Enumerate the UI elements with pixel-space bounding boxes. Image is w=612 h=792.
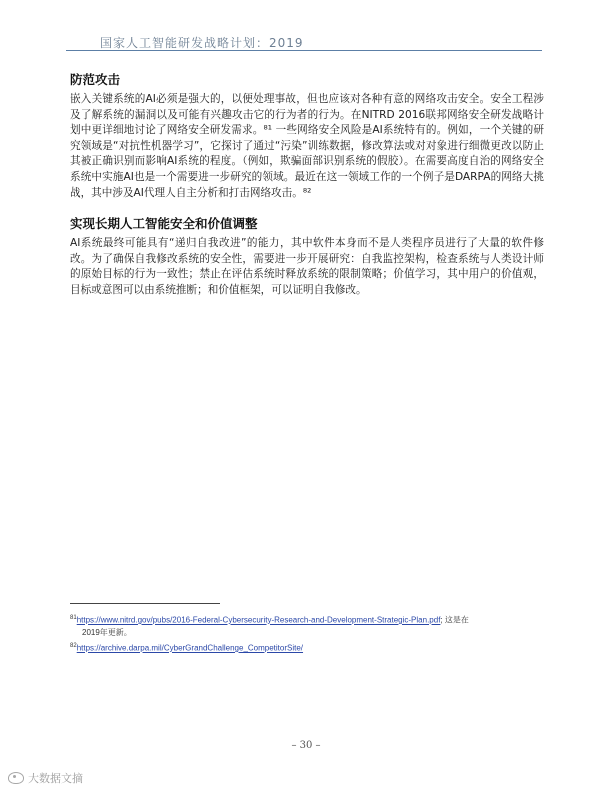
footnote-82 (70, 640, 540, 655)
watermark (8, 770, 83, 786)
header-divider (66, 50, 542, 51)
footnote-marker: 82 (70, 643, 77, 649)
page-number: – 30 – (291, 740, 321, 751)
weibo-logo-icon (8, 772, 24, 784)
footnote-81 (70, 612, 540, 639)
footnote-note: ; 这是在 (440, 615, 469, 625)
footnote-note-continued: 2019年更新。 (82, 627, 132, 637)
footnote-link-nitrd[interactable]: https://www.nitrd.gov/pubs/2016-Federal-Cybersecurity-Research-and-Development-Strategic-Plan.pdf (76, 615, 441, 625)
watermark-text: 大数据文摘 (28, 772, 83, 785)
section-paragraph-long-term-safety: AI系统最终可能具有“递归自我改进”的能力，其中软件本身而不是人类程序员进行了大量的软件修改。为了确保自我修改系统的安全性，需要进一步开展研究：自我监控架构，检查系统与人类设计师的原始目标的行为一致性；禁止在评估系统时释放系统的限制策略；价值学习，其中用户的价值观，目标或意图可以由系统推断；和价值框架，可以证明自我修改。 (70, 237, 544, 296)
footnote-divider (70, 603, 220, 604)
running-header-title: 国家人工智能研发战略计划：2019 (100, 36, 304, 50)
section-paragraph-defense: 嵌入关键系统的AI必须是强大的，以便处理事故，但也应该对各种有意的网络攻击安全。安全工程涉及了解系统的漏洞以及可能有兴趣攻击它的行为者的行为。在NITRD 2016联邦网络安全研发战略计划中更详细地讨论了网络安全研发需求。⁸¹ 一些网络安全风险是AI系统特有的。例如，一个关键的研究领域是“对抗性机器学习”，它探讨了通过“污染”训练数据，修改算法或对对象进行细微更改以防止其被正确识别而影响AI系统的程度。（例如，欺骗面部识别系统的假胶）。在需要高度自治的网络安全系统中实施AI也是一个需要进一步研究的领域。最近在这一领域工作的一个例子是DARPA的网络大挑战，其中涉及AI代理人自主分析和打击网络攻击。⁸² (70, 93, 544, 199)
section-heading-long-term-safety: 实现长期人工智能安全和价值调整 (70, 216, 258, 231)
footnote-marker: 81 (70, 615, 77, 621)
section-heading-defense: 防范攻击 (70, 72, 121, 87)
footnote-link-darpa[interactable]: https://archive.darpa.mil/CyberGrandChallenge_CompetitorSite/ (76, 643, 304, 653)
